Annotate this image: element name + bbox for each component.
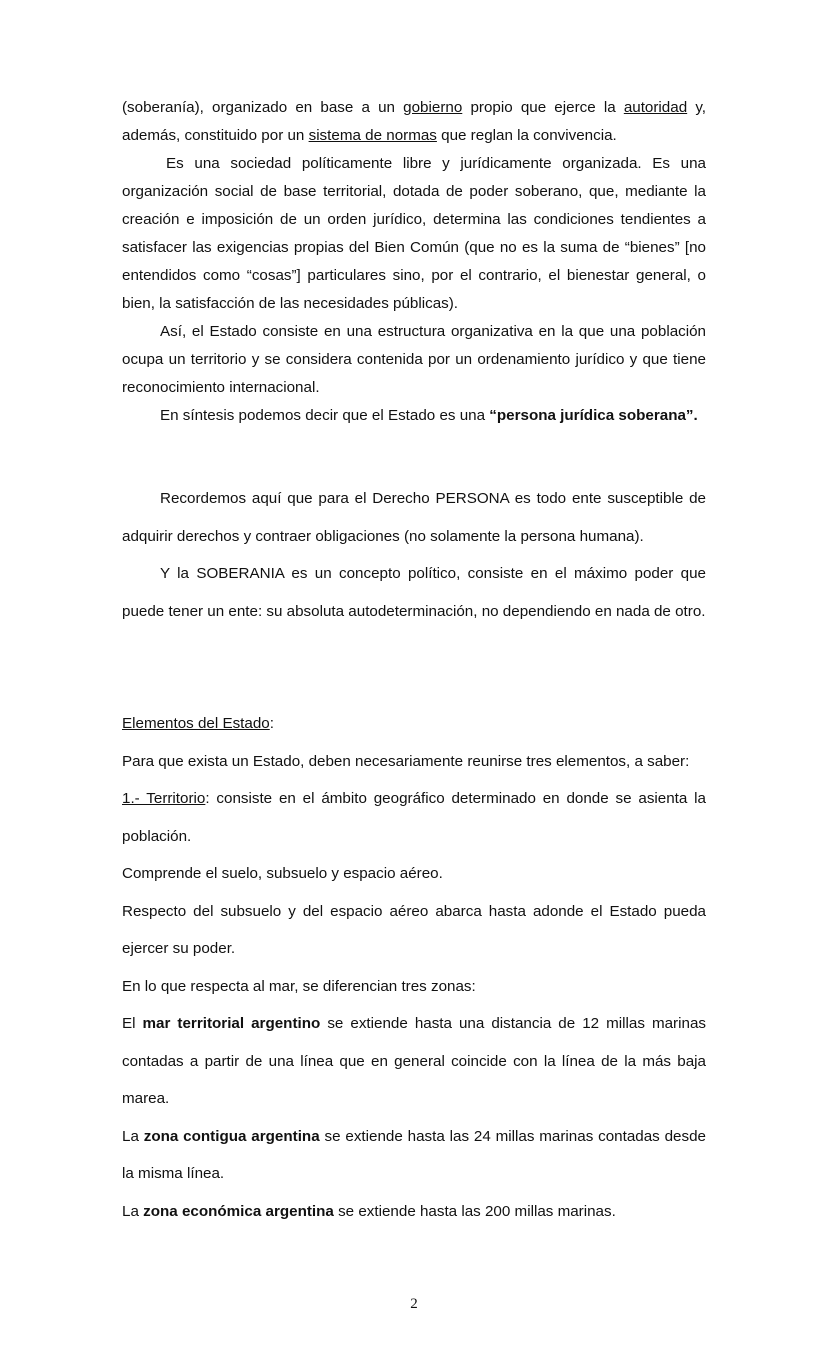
- paragraph-13: La zona contigua argentina se extiende hasta las 24 millas marinas contadas desde la misma línea.: [122, 1127, 706, 1182]
- page-number: 2: [410, 1296, 418, 1312]
- paragraph-11: En lo que respecta al mar, se diferencian tres zonas:: [122, 977, 476, 995]
- paragraph-4: En síntesis podemos decir que el Estado es una “persona jurídica soberana”.: [160, 407, 698, 424]
- paragraph-2: Es una sociedad políticamente libre y jurídicamente organizada. Es una organización social de base territorial, dotada de poder soberano, que, mediante la creación e imposición de un orden jurídico, determina las condiciones tendientes a satisfacer las exigencias propias del Bien Común (que no es la suma de “bienes” [no entendidos como “cosas”] particulares sino, por el contrario, el bienestar general, o bien, la satisfacción de las necesidades públicas).: [122, 155, 706, 312]
- paragraph-12: El mar territorial argentino se extiende hasta una distancia de 12 millas marinas contadas a partir de una línea que en general coincide con la línea de la más baja marea.: [122, 1015, 706, 1107]
- underlined-term: autoridad: [623, 99, 688, 116]
- section-title: Elementos del Estado:: [122, 715, 274, 732]
- paragraph-10: Respecto del subsuelo y del espacio aéreo abarca hasta adonde el Estado pueda ejercer su poder.: [122, 902, 706, 957]
- bold-term: mar territorial argentino: [142, 1015, 321, 1032]
- paragraph-9: Comprende el suelo, subsuelo y espacio aéreo.: [122, 865, 443, 882]
- text-block-upper: [122, 94, 706, 430]
- paragraph-7: Para que exista un Estado, deben necesariamente reunirse tres elementos, a saber:: [122, 752, 690, 770]
- underlined-term: 1.- Territorio: [122, 790, 206, 807]
- bold-term: “persona jurídica soberana”.: [489, 407, 698, 424]
- paragraph-6: Y la SOBERANIA es un concepto político, consiste en el máximo poder que puede tener un ente: su absoluta autodeterminación, no dependiendo en nada de otro.: [122, 565, 706, 620]
- paragraph-3: Así, el Estado consiste en una estructura organizativa en la que una población ocupa un territorio y se considera contenida por un ordenamiento jurídico y que tiene reconocimiento internacional.: [122, 323, 706, 396]
- text-block-lower: [122, 480, 706, 630]
- paragraph-1: (soberanía), organizado en base a un gobierno propio que ejerce la autoridad y, además, constituido por un sistema de normas que reglan la convivencia.: [122, 99, 706, 144]
- underlined-term: gobierno: [403, 99, 463, 116]
- underlined-term: sistema de normas: [308, 127, 437, 144]
- bold-term: zona contigua argentina: [143, 1127, 320, 1145]
- paragraph-14: La zona económica argentina se extiende hasta las 200 millas marinas.: [122, 1202, 616, 1220]
- paragraph-5: Recordemos aquí que para el Derecho PERSONA es todo ente susceptible de adquirir derechos y contraer obligaciones (no solamente la persona humana).: [122, 490, 706, 545]
- paragraph-8: 1.- Territorio: consiste en el ámbito geográfico determinado en donde se asienta la población.: [122, 790, 706, 845]
- section-elementos: [122, 705, 706, 1230]
- bold-term: zona económica argentina: [143, 1202, 334, 1220]
